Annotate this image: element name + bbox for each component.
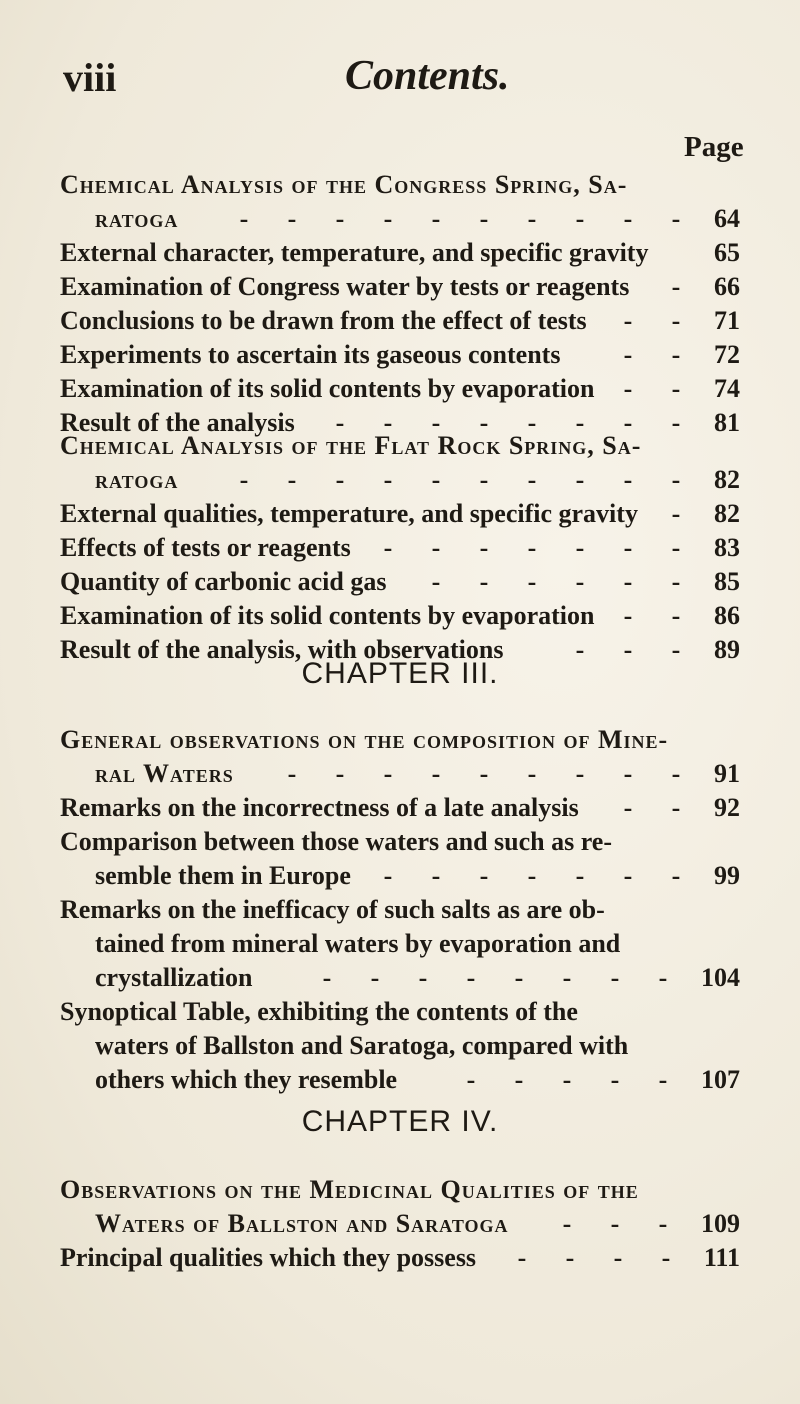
toc-entry-page: 92 [714, 793, 740, 822]
toc-entry-text: External qualities, temperature, and specific gravity [60, 499, 638, 528]
toc-entry-text: crystallization [95, 963, 253, 992]
toc-entry-text: Result of the analysis, with observations [60, 635, 504, 664]
toc-entry [60, 304, 740, 338]
toc-entry-text: tained from mineral waters by evaporation and [95, 929, 621, 958]
toc-entry [60, 961, 740, 995]
toc-entry-text: External character, temperature, and specific gravity [60, 238, 649, 267]
toc-entry-page: 82 [714, 499, 740, 528]
toc-entry-text: Remarks on the inefficacy of such salts as are ob- [60, 895, 605, 924]
leader-dashes: - - [623, 601, 681, 630]
toc-entry [60, 893, 740, 927]
toc-entry-text: semble them in Europe [95, 861, 351, 890]
toc-entry-text: others which they resemble [95, 1065, 398, 1094]
chapter-heading: CHAPTER III. [301, 657, 499, 690]
leader-dashes: - - [623, 306, 681, 335]
toc-entry [60, 565, 740, 599]
toc-entry-text: waters of Ballston and Saratoga, compared with [95, 1031, 629, 1060]
leader-dashes: - - - - - - [431, 567, 681, 596]
toc-entry-page: 83 [714, 533, 740, 562]
section-heading-line-page: 64 [714, 204, 740, 233]
section-heading-line [60, 757, 740, 791]
toc-entry-page: 71 [714, 306, 740, 335]
leader-dashes: - [671, 272, 681, 301]
section-heading-line-text: ral Waters [95, 759, 234, 788]
toc-entry-page: 74 [714, 374, 740, 403]
toc-entry-text: Examination of Congress water by tests or reagents [60, 272, 630, 301]
section-heading-line-page: 91 [714, 759, 740, 788]
toc-entry-page: 86 [714, 601, 740, 630]
toc-entry-text: Quantity of carbonic acid gas [60, 567, 387, 596]
toc-section [60, 723, 740, 1097]
toc-entry-text: Remarks on the incorrectness of a late analysis [60, 793, 579, 822]
running-title: Contents. [345, 53, 510, 99]
toc-entry [60, 338, 740, 372]
toc-entry-text: Examination of its solid contents by evaporation [60, 601, 595, 630]
toc-entry [60, 825, 740, 859]
section-heading-line [60, 463, 740, 497]
section-heading-line-text: Chemical Analysis of the Flat Rock Spring, Sa- [60, 431, 642, 460]
page-header [0, 52, 800, 112]
toc-entry-text: Comparison between those waters and such as re- [60, 827, 613, 856]
section-heading-line-text: ratoga [95, 465, 179, 494]
leader-dashes: - - - - - - - [383, 861, 681, 890]
toc-entry [60, 531, 740, 565]
leader-dashes: - - - - - - - - - - [239, 465, 681, 494]
leader-dashes: - - [623, 793, 681, 822]
section-heading-line-text: Observations on the Medicinal Qualities of the [60, 1175, 639, 1204]
toc-section [60, 168, 740, 440]
toc-entry-page: 65 [714, 238, 740, 267]
toc-entry [60, 859, 740, 893]
toc-entry-text: Result of the analysis [60, 408, 295, 437]
toc-entry-page: 85 [714, 567, 740, 596]
leader-dashes: - - - - - - - - [335, 408, 681, 437]
toc-entry [60, 1241, 740, 1275]
section-heading-line-page: 82 [714, 465, 740, 494]
section-heading-line-text: Waters of Ballston and Saratoga [95, 1209, 509, 1238]
toc-entry-text: Experiments to ascertain its gaseous contents [60, 340, 561, 369]
leader-dashes: - - - - - - - - - - [239, 204, 681, 233]
toc-entry-page: 72 [714, 340, 740, 369]
toc-entry [60, 599, 740, 633]
leader-dashes: - - - - - - - - [322, 963, 668, 992]
section-heading-line [60, 1207, 740, 1241]
section-heading-line [60, 429, 740, 463]
toc-entry [60, 995, 740, 1029]
toc-entry-page: 81 [714, 408, 740, 437]
toc-entry [60, 497, 740, 531]
toc-entry-text: Effects of tests or reagents [60, 533, 351, 562]
toc-entry-page: 66 [714, 272, 740, 301]
toc-entry-page: 107 [701, 1065, 740, 1094]
section-heading-line-text: General observations on the composition of Mine- [60, 725, 669, 754]
toc-entry [60, 1029, 740, 1063]
leader-dashes: - [671, 499, 681, 528]
toc-entry [60, 791, 740, 825]
section-heading-line [60, 723, 740, 757]
section-heading-line-page: 109 [701, 1209, 740, 1238]
toc-entry [60, 236, 740, 270]
toc-entry-text: Principal qualities which they possess [60, 1243, 477, 1272]
section-heading-line-text: Chemical Analysis of the Congress Spring, Sa- [60, 170, 628, 199]
toc-entry-page: 89 [714, 635, 740, 664]
toc-entry-page: 111 [703, 1243, 740, 1272]
section-heading-line-text: ratoga [95, 204, 179, 233]
leader-dashes: - - - [562, 1209, 668, 1238]
section-heading-line [60, 1173, 740, 1207]
toc-entry [60, 270, 740, 304]
section-heading-line [60, 202, 740, 236]
toc-section [60, 1173, 740, 1275]
toc-entry [60, 927, 740, 961]
leader-dashes: - - - - - - - - - [287, 759, 681, 788]
leader-dashes: - - - - - [466, 1065, 668, 1094]
leader-dashes: - - - - - - - [383, 533, 681, 562]
leader-dashes: - - [623, 340, 681, 369]
toc-entry-text: Conclusions to be drawn from the effect of tests [60, 306, 587, 335]
chapter-heading: CHAPTER IV. [301, 1105, 499, 1138]
section-heading-line [60, 168, 740, 202]
toc-entry-page: 99 [714, 861, 740, 890]
toc-entry [60, 372, 740, 406]
toc-section [60, 429, 740, 667]
toc-entry [60, 1063, 740, 1097]
toc-entry-text: Synoptical Table, exhibiting the contents of the [60, 997, 578, 1026]
page-number: viii [63, 55, 117, 100]
leader-dashes: - - [623, 374, 681, 403]
toc-entry-text: Examination of its solid contents by evaporation [60, 374, 595, 403]
toc-entry-page: 104 [701, 963, 740, 992]
leader-dashes: - - - [575, 635, 681, 664]
page-column-label: Page [684, 131, 744, 163]
leader-dashes: - - - - [517, 1243, 671, 1272]
